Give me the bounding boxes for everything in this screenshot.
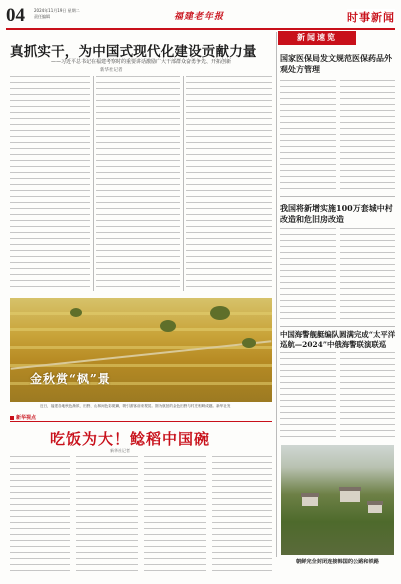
right-article-1-col-b — [340, 80, 395, 190]
main-byline: 新华社记者 — [100, 68, 123, 73]
section-divider — [276, 32, 277, 557]
bottom-section-rule — [10, 421, 272, 422]
article-column-3 — [186, 76, 272, 291]
main-subhead: ——习近平总书记在福建考察时的重要讲话激励广大干部群众奋勇争先、开拓创新 — [50, 59, 231, 65]
bottom-column-2 — [76, 456, 138, 576]
right-headline-1: 国家医保局发文规范医保药品外观处方管理 — [280, 53, 392, 74]
bottom-byline: 新华社记者 — [110, 448, 130, 453]
dateline-date: 2024年11月19日 星期二 — [34, 8, 80, 13]
bottom-column-1 — [10, 456, 70, 576]
right-article-2-col-b — [340, 228, 395, 323]
bottom-headline: 吃饭为大！鲶稻中国碗 — [50, 430, 211, 448]
article-column-1 — [10, 76, 90, 291]
right-article-3-col-a — [280, 352, 336, 440]
right-headline-3: 中国海警舰艇编队圆满完成“太平洋巡航—2024”中俄海警联演联巡 — [280, 330, 396, 349]
village-photo-caption: 朝鲜完全封闭连接韩国的公路和铁路 — [295, 559, 379, 565]
news-brief-banner: 新闻速览 — [278, 31, 356, 45]
page-number: 04 — [6, 5, 25, 26]
bottom-section-tag-label: 新华视点 — [16, 415, 37, 421]
page-header — [6, 4, 395, 30]
photo-caption: 近日，福建各地秋色渐浓，田野、山林间色彩斑斓，吸引游客前来观赏。图为航拍的金色田野与村庄相映成趣。新华社发 — [40, 404, 231, 408]
bottom-column-4 — [212, 456, 272, 576]
section-title: 时事新闻 — [347, 11, 395, 24]
photo-title: 金秋赏“枫”景 — [30, 372, 111, 386]
header-rule — [6, 28, 395, 30]
bottom-column-3 — [144, 456, 206, 576]
right-headline-2: 我国将新增实施100万套城中村改造和危旧房改造 — [280, 203, 393, 224]
tag-square-icon — [10, 416, 14, 420]
dateline — [34, 8, 104, 19]
right-article-3-col-b — [340, 352, 395, 440]
village-photo — [281, 445, 394, 555]
right-article-1-col-a — [280, 80, 336, 190]
paper-name: 福建老年报 — [174, 12, 225, 22]
article-column-2 — [96, 76, 180, 291]
dateline-editor: 责任编辑 — [34, 13, 50, 19]
main-headline: 真抓实干，为中国式现代化建设贡献力量 — [10, 44, 257, 60]
column-divider — [183, 76, 184, 291]
right-article-2-col-a — [280, 228, 336, 323]
right-divider — [280, 196, 395, 197]
column-divider — [93, 76, 94, 291]
bottom-section-tag — [10, 414, 36, 421]
right-divider — [280, 326, 395, 327]
